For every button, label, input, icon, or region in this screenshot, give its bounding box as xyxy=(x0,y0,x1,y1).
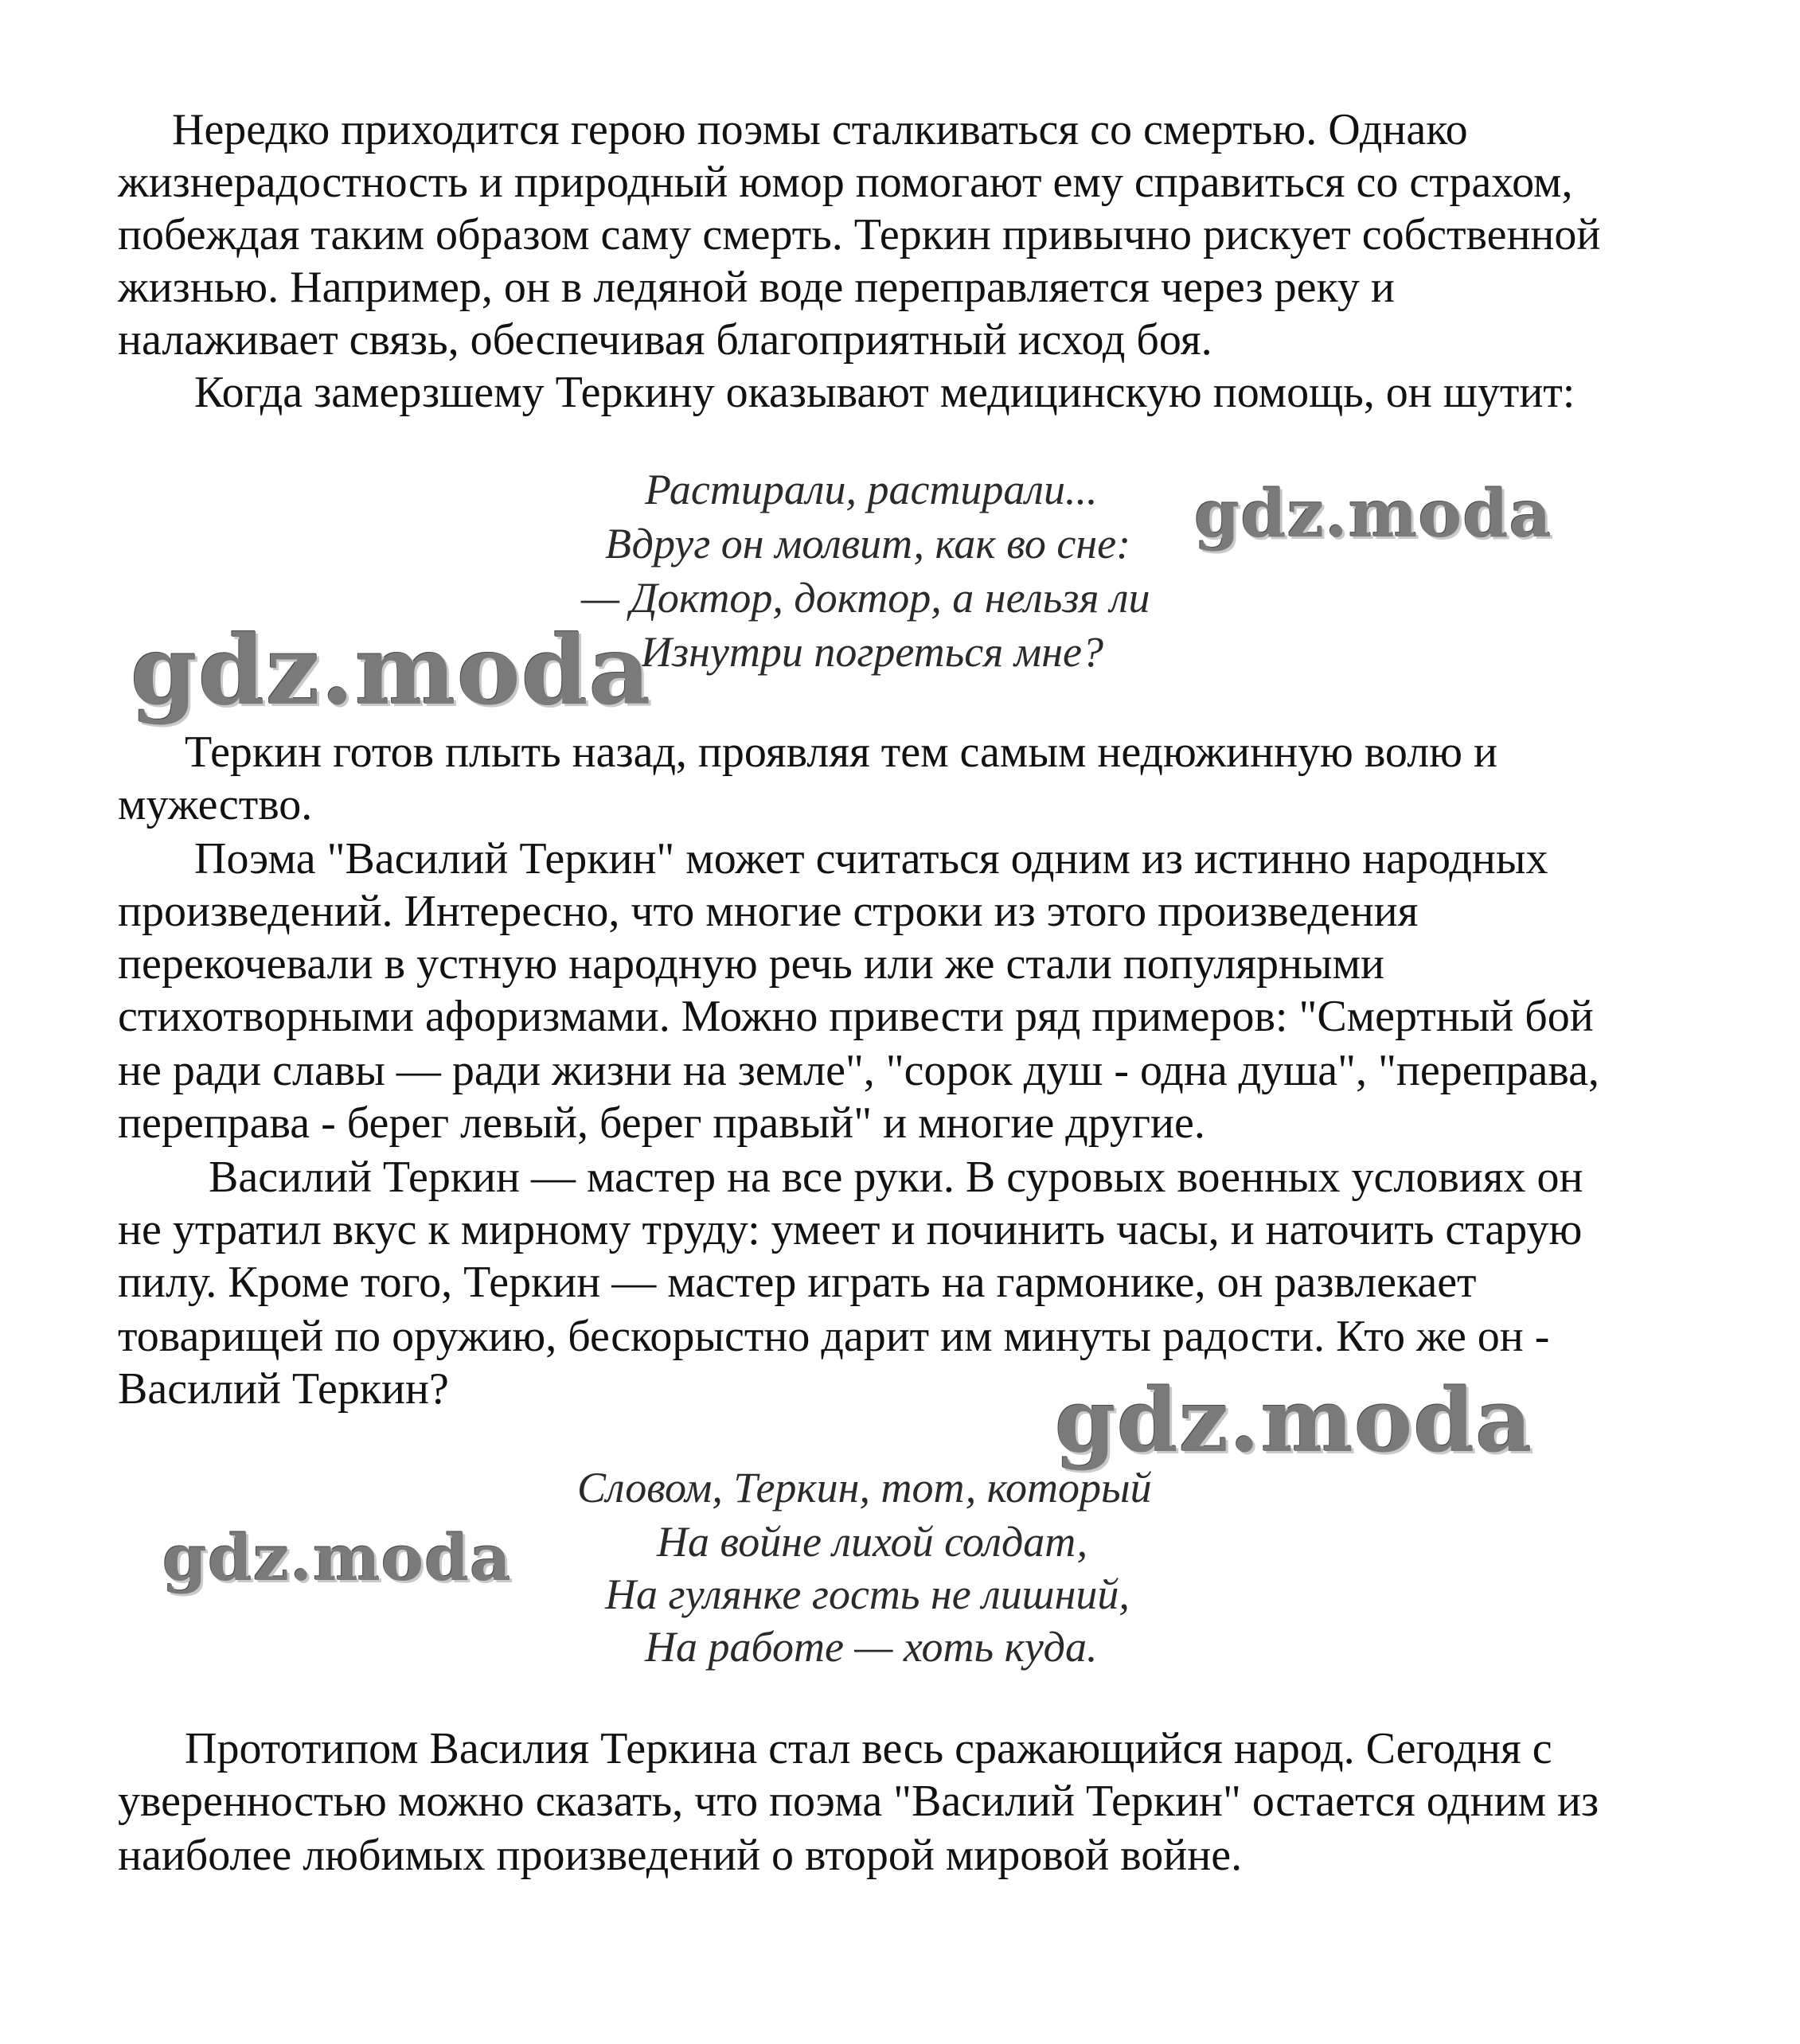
paragraph-1-line-2: жизнерадостность и природный юмор помогают ему справиться со страхом, xyxy=(118,158,1573,207)
paragraph-4-line-5: не ради славы — ради жизни на земле", "сорок душ - одна душа", "переправа, xyxy=(118,1046,1599,1095)
paragraph-1-line-4: жизнью. Например, он в ледяной воде переправляется через реку и xyxy=(118,263,1395,312)
paragraph-1-line-5: налаживает связь, обеспечивая благоприятный исход боя. xyxy=(118,315,1212,365)
paragraph-6-line-3: наиболее любимых произведений о второй мировой войне. xyxy=(118,1831,1243,1880)
paragraph-5-line-4: товарищей по оружию, бескорыстно дарит им минуты радости. Кто же он - xyxy=(118,1312,1550,1361)
poem-2-line-1: Словом, Теркин, тот, который xyxy=(577,1464,1152,1512)
poem-2-line-4: На работе — хоть куда. xyxy=(645,1623,1098,1671)
watermark-4: gdz.moda xyxy=(162,1520,512,1595)
poem-1-line-3: — Доктор, доктор, а нельзя ли xyxy=(581,574,1150,622)
poem-1-line-1: Растирали, растирали... xyxy=(645,466,1098,513)
paragraph-5-line-3: пилу. Кроме того, Теркин — мастер играть на гармонике, он развлекает xyxy=(118,1258,1477,1307)
paragraph-5-line-2: не утратил вкус к мирному труду: умеет и починить часы, и наточить старую xyxy=(118,1205,1583,1254)
paragraph-6-line-2: уверенностью можно сказать, что поэма "Василий Теркин" остается одним из xyxy=(118,1777,1599,1826)
watermark-2: gdz.moda xyxy=(131,614,652,727)
poem-2-line-3: На гулянке гость не лишний, xyxy=(605,1570,1130,1618)
poem-1-line-2: Вдруг он молвит, как во сне: xyxy=(605,520,1131,568)
paragraph-4-line-6: переправа - берег левый, берег правый" и многие другие. xyxy=(118,1098,1205,1148)
watermark-3: gdz.moda xyxy=(1055,1369,1533,1472)
paragraph-4-line-4: стихотворными афоризмами. Можно привести ряд примеров: "Смертный бой xyxy=(118,992,1594,1041)
paragraph-4-line-3: перекочевали в устную народную речь или же стали популярными xyxy=(118,939,1384,989)
paragraph-3-line-1: Теркин готов плыть назад, проявляя тем самым недюжинную волю и xyxy=(185,727,1497,777)
poem-1-line-4: Изнутри погреться мне? xyxy=(641,628,1104,676)
paragraph-5-line-1: Василий Теркин — мастер на все руки. В суровых военных условиях он xyxy=(209,1153,1583,1202)
paragraph-3-line-2: мужество. xyxy=(118,780,313,829)
paragraph-4-line-1: Поэма "Василий Теркин" может считаться одним из истинно народных xyxy=(194,834,1548,884)
paragraph-6-line-1: Прототипом Василия Теркина стал весь сражающийся народ. Сегодня с xyxy=(185,1724,1552,1773)
paragraph-1-line-1: Нередко приходится герою поэмы сталкиваться со смертью. Однако xyxy=(172,105,1468,154)
poem-2-line-2: На войне лихой солдат, xyxy=(657,1518,1088,1566)
paragraph-4-line-2: произведений. Интересно, что многие строки из этого произведения xyxy=(118,887,1419,936)
paragraph-2-line-1: Когда замерзшему Теркину оказывают медицинскую помощь, он шутит: xyxy=(194,368,1575,417)
watermark-1: gdz.moda xyxy=(1194,476,1552,552)
paragraph-1-line-3: побеждая таким образом саму смерть. Теркин привычно рискует собственной xyxy=(118,210,1601,259)
paragraph-5-line-5: Василий Теркин? xyxy=(118,1364,449,1414)
